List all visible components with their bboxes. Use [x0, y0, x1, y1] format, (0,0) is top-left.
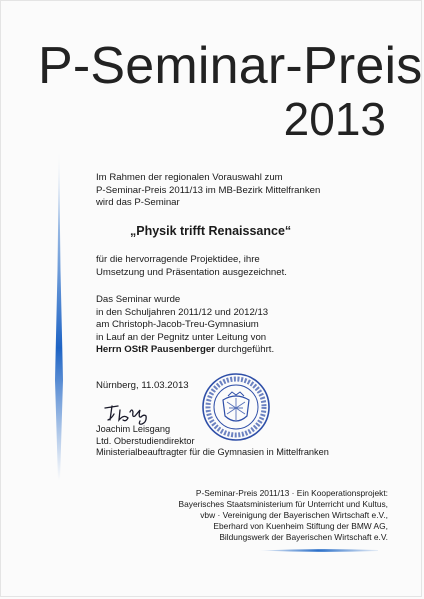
- sponsor-line: Bildungswerk der Bayerischen Wirtschaft e.V.: [219, 532, 388, 542]
- intro-text: [96, 172, 320, 210]
- intro-line: P-Seminar-Preis 2011/13 im MB-Bezirk Mittelfranken: [96, 184, 321, 196]
- signer-title: Ltd. Oberstudiendirektor: [96, 435, 195, 446]
- seminar-line: in den Schuljahren 2011/12 und 2012/13: [96, 306, 269, 318]
- signature: [102, 402, 154, 426]
- teacher-name: Herrn OStR Pausenberger: [96, 344, 215, 356]
- intro-line: Im Rahmen der regionalen Vorauswahl zum: [96, 172, 283, 183]
- teacher-suffix: durchgeführt.: [214, 344, 275, 356]
- seminar-line: in Lauf an der Pegnitz unter Leitung von: [96, 331, 267, 343]
- blue-horizontal-stripe: [258, 548, 378, 553]
- signer-name: Joachim Leisgang: [96, 424, 171, 434]
- seminar-text: [96, 294, 274, 357]
- praise-line: Umsetzung und Präsentation ausgezeichnet.: [96, 266, 287, 278]
- sponsor-line: vbw · Vereinigung der Bayerischen Wirtschaft e.V.,: [200, 510, 388, 520]
- certificate-title: P-Seminar-Preis: [38, 37, 423, 95]
- praise-line: für die hervorragende Projektidee, ihre: [96, 254, 260, 265]
- teacher-line: [96, 344, 274, 357]
- signer-role: Ministerialbeauftragter für die Gymnasien in Mittelfranken: [96, 447, 329, 457]
- sponsor-line: Eberhard von Kuenheim Stiftung der BMW AG,: [213, 521, 388, 531]
- sponsor-line: P-Seminar-Preis 2011/13 · Ein Kooperationsprojekt:: [195, 488, 388, 498]
- intro-line: wird das P-Seminar: [96, 197, 180, 209]
- blue-vertical-stripe: [54, 150, 64, 480]
- certificate-year: 2013: [283, 93, 386, 145]
- project-title: „Physik trifft Renaissance“: [130, 224, 292, 238]
- sponsor-block: [179, 488, 388, 543]
- sponsor-line: Bayerisches Staatsministerium für Unterricht und Kultus,: [178, 499, 388, 509]
- official-seal: [201, 372, 271, 442]
- praise-text: [96, 254, 287, 279]
- seminar-line: Das Seminar wurde: [96, 294, 181, 305]
- seminar-line: am Christoph-Jacob-Treu-Gymnasium: [96, 319, 259, 331]
- place-date: Nürnberg, 11.03.2013: [96, 380, 189, 391]
